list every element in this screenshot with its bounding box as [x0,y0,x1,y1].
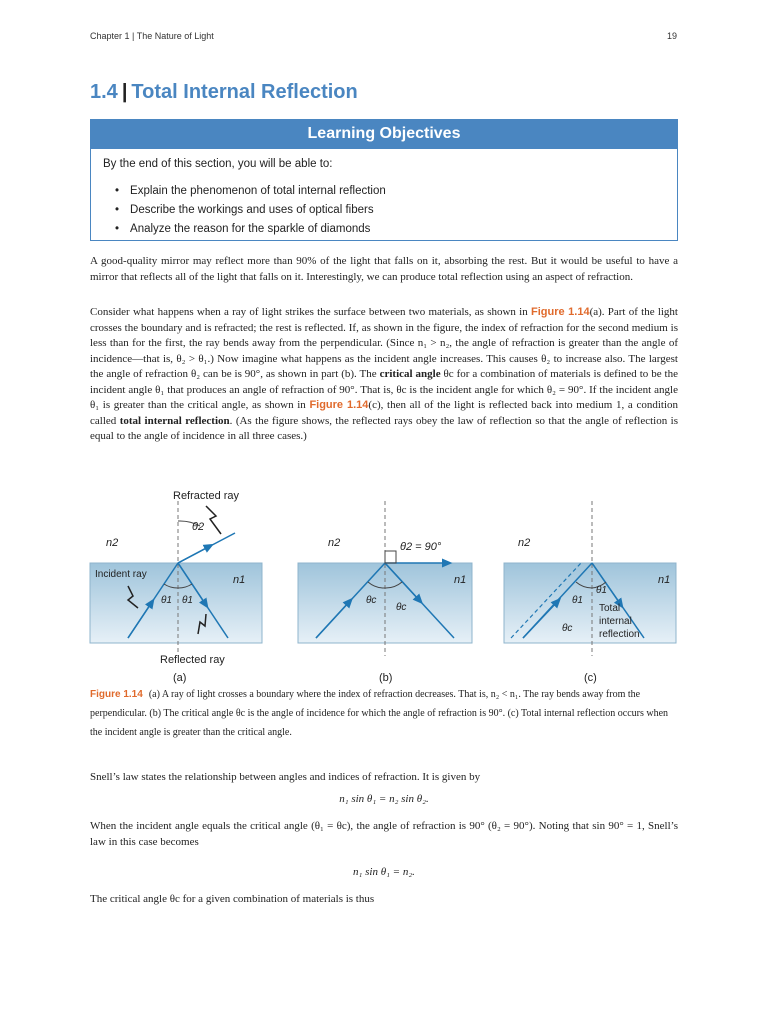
para2-text: (a). Part of the light crosses the boundary and is refracted; the rest is reflected. If, as shown in the figure, the index of refraction for the second medium is less than for the first, the ray bends away from the perpendicular. (Since n₁ > n₂, the angle of refraction is greater than the angle of incidence—that is, θ₂ > θ₁.) Now imagine what happens as the incident angle increases. This causes θ₂ to increase also. The largest the angle of refraction θ₂ can be is 90°, as shown in part (b). The [90,306,678,380]
figure-caption-label: Figure 1.14 [90,689,143,700]
paragraph-snell: Snell’s law states the relationship between angles and indices of refraction. It is given by [90,771,481,783]
running-header: Chapter 1 | The Nature of Light [90,31,214,41]
label-tir-3: reflection [599,629,640,640]
para2-text: θc for a combination of materials is defined to be the incident angle θ₁ that produces an angle of refraction of 90°. That is, θc is the incident angle for which θ₂ = 90°. If the incident angle θ₁ is greater than the critical angle, as shown in [90,368,678,411]
label-theta2-90: θ2 = 90° [400,541,442,553]
page-number: 19 [667,31,678,41]
objectives-list [115,182,386,239]
equation-critical: n₁ sin θ₁ = n₂. [353,866,415,878]
panel-c-label: (c) [584,672,597,684]
figure-link[interactable]: Figure 1.14 [309,399,369,411]
section-heading: Total Internal Reflection [131,81,358,103]
panel-a [90,490,262,684]
label-n1: n1 [454,574,467,586]
objective-item: • Explain the phenomenon of total internal reflection [115,182,386,201]
panel-a-label: (a) [173,672,187,684]
panel-c [504,501,676,684]
label-theta1-left: θ1 [572,595,583,606]
label-incident-ray: Incident ray [95,569,147,580]
label-thetac-left: θc [366,595,377,606]
learning-objectives-box [90,119,678,241]
figure-total-internal-reflection [88,486,680,686]
paragraph-critical-angle [90,305,678,445]
paragraph-mirror: A good-quality mirror may reflect more than 90% of the light that falls on it, absorbing the rest. But it would be useful to have a mirror that reflects all of the light that falls on it. Interestingly, we can produce total reflection using an aspect of refraction. [90,255,678,283]
label-n1: n1 [658,574,671,586]
para2-text: Consider what happens when a ray of light strikes the surface between two materials, as shown in [90,306,531,318]
panel-b [298,501,472,684]
label-thetac-right: θc [396,602,407,613]
label-n2: n2 [518,537,531,549]
para2-text: . (As the figure shows, the reflected rays obey the law of reflection so that the angle of reflection is equal to the angle of incidence in all three cases.) [90,414,679,442]
label-n2: n2 [106,537,119,549]
equation-snell: n₁ sin θ₁ = n₂ sin θ₂. [339,793,429,805]
refracted-pointer [206,506,221,534]
label-theta1-right: θ1 [182,595,193,606]
label-refracted-ray: Refracted ray [173,490,240,502]
paragraph-critical-condition: When the incident angle equals the critical angle (θ₁ = θc), the angle of refraction is 90° (θ₂ = 90°). Noting that sin 90° = 1, Snell’s law in this case becomes [90,820,678,848]
section-title: 1.4 | Total Internal Reflection [90,81,358,103]
label-tir-2: internal [599,616,632,627]
figure-caption [90,685,678,742]
term-critical-angle: critical angle [379,368,441,380]
panel-b-label: (b) [379,672,393,684]
label-theta1-right: θ1 [596,585,607,596]
right-angle-mark [385,551,396,563]
term-total-internal-reflection: total internal reflection [119,414,230,427]
figure-caption-text: (a) A ray of light crosses a boundary where the index of refraction decreases. That is, n₂ < n₁. The ray bends away from the perpendicular. (b) The critical angle θc is the angle of incidence for which the angle of refraction is 90°. (c) Total internal reflection occurs when the incident angle is greater than the critical angle. [90,689,669,738]
label-theta1-left: θ1 [161,595,172,606]
refracted-ray-arrow [178,546,210,563]
figure-link[interactable]: Figure 1.14 [530,306,590,318]
paragraph-critical-angle-formula: The critical angle θc for a given combination of materials is thus [90,893,375,905]
para2-text: (c), then all of the light is reflected back into medium 1, a condition called [90,399,678,427]
objective-item: • Describe the workings and uses of optical fibers [115,201,386,220]
objectives-intro: By the end of this section, you will be able to: [103,158,333,170]
section-number: 1.4 [90,81,118,103]
label-n1: n1 [233,574,246,586]
objective-item: • Analyze the reason for the sparkle of diamonds [115,220,386,239]
label-n2: n2 [328,537,341,549]
label-theta2: θ2 [192,521,205,533]
label-tir-1: Total [599,603,621,614]
label-thetac: θc [562,623,573,634]
label-reflected-ray: Reflected ray [160,654,225,666]
learning-objectives-heading: Learning Objectives [91,120,677,149]
